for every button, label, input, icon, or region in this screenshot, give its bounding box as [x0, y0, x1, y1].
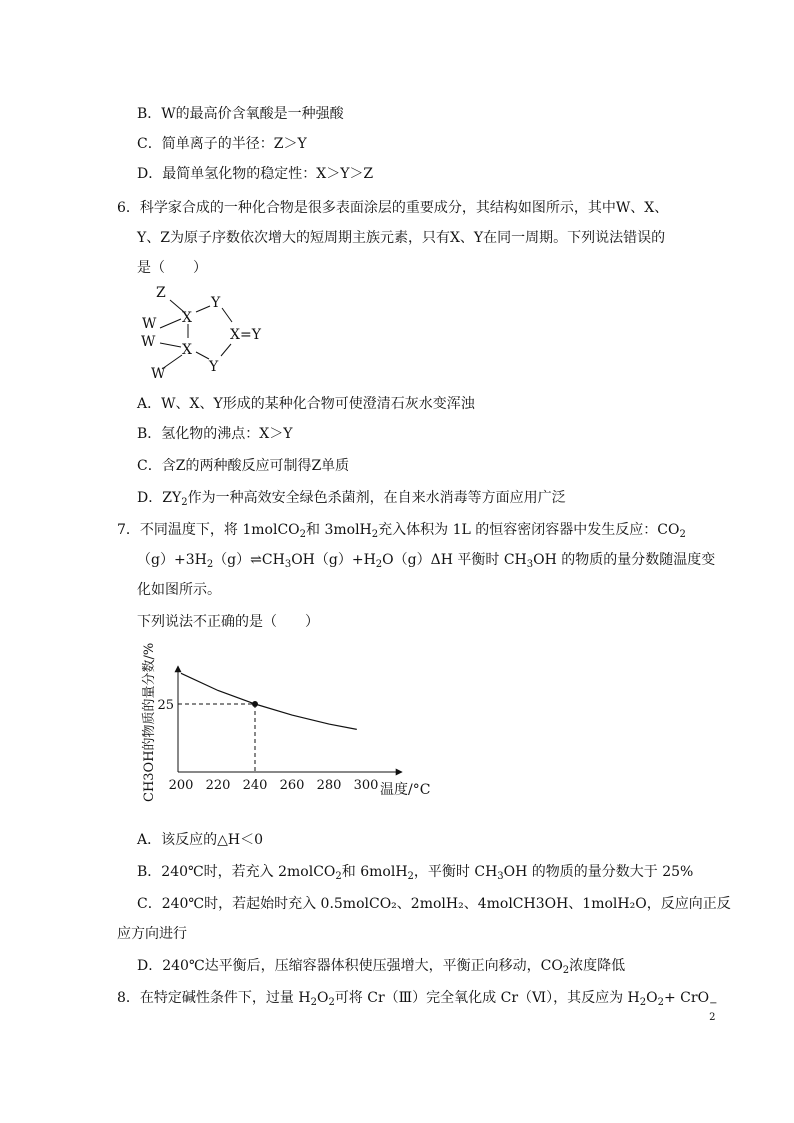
q7-stem-line-3: 化如图所示。 — [137, 582, 221, 598]
atom-w-1: W — [142, 316, 157, 332]
q7-option-a: A．该反应的△H＜0 — [137, 832, 263, 848]
q6-option-a: A．W、X、Y形成的某种化合物可使澄清石灰水变浑浊 — [137, 396, 475, 412]
y-tick-label: 25 — [157, 698, 174, 713]
atom-x-lower: X — [182, 342, 192, 358]
q7-option-d: D．240℃达平衡后，压缩容器体积使压强增大，平衡正向移动，$CO_2$浓度降低 — [137, 958, 626, 976]
q6-option-b: B．氢化物的沸点：X＞Y — [137, 426, 293, 442]
prev-option-b: B．W的最高价含氧酸是一种强酸 — [137, 106, 344, 122]
q7-stem-line-1: 7．不同温度下，将 1molCO$_2$和 3molH$_2$充入体积为 1L 的恒容密闭容器中发生反应：$CO_2$ — [117, 522, 686, 540]
y-axis-label: CH3OH的物质的量分数/% — [142, 642, 157, 802]
q7-stem-line-4: 下列说法不正确的是（ ） — [137, 614, 319, 630]
highlight-point — [252, 701, 258, 707]
atom-y-lower: Y — [209, 359, 219, 375]
q6-option-d: D．$ZY_2$作为一种高效安全绿色杀菌剂，在自来水消毒等方面应用广泛 — [137, 490, 566, 508]
atom-y-upper: Y — [211, 295, 221, 311]
bond-y-x3-lower — [221, 344, 231, 356]
x-tick-label: 300 — [353, 778, 379, 793]
q7-stem-line-2: $(g)+3H_2(g)\rightleftharpoons CH_3OH(g)+H_2O(g)\Delta H$ 平衡时 $CH_3OH$ 的物质的量分数随温度变 — [137, 552, 716, 570]
x-tick-label: 220 — [205, 778, 231, 793]
series-line — [181, 673, 357, 729]
bond-x1-y — [196, 306, 210, 312]
q8-stem-line-1: 8．在特定碱性条件下，过量 $H_2O_2$可将 Cr（Ⅲ）完全氧化成 Cr（Ⅵ），其反应为 $H_2O_2+$ CrO − 2 — [117, 990, 718, 1023]
q7-option-c-line-1: C．240℃时，若起始时充入 0.5molCO₂、2molH₂、4molCH3OH、1molH₂O，反应向正反 — [137, 896, 731, 912]
bond-y-x3 — [222, 308, 232, 322]
q7-option-c-line-2: 应方向进行 — [117, 926, 187, 942]
q6-option-c: C．含Z的两种酸反应可制得Z单质 — [137, 458, 350, 474]
q6-structure-diagram — [138, 282, 278, 382]
x-tick-label: 260 — [279, 778, 305, 793]
q6-stem-line-3: 是（ ） — [137, 260, 207, 276]
q6-stem-line-2: Y、Z为原子序数依次增大的短周期主族元素，只有X、Y在同一周期。下列说法错误的 — [137, 230, 666, 246]
atom-w-3: W — [151, 366, 166, 382]
q6-stem-line-1: 6．科学家合成的一种化合物是很多表面涂层的重要成分，其结构如图所示，其中W、X、 — [117, 200, 669, 216]
x-tick-label: 240 — [242, 778, 268, 793]
x-tick-label: 280 — [316, 778, 342, 793]
q7-option-b: B．240℃时，若充入 2molCO$_2$和 6molH$_2$，平衡时 $CH_3OH$ 的物质的量分数大于 25% — [137, 864, 694, 882]
x-axis-label: 温度/°C — [380, 782, 431, 798]
bond-x2-y — [196, 352, 209, 359]
bond-x1-w — [160, 319, 181, 328]
q7-chart — [140, 642, 440, 822]
atom-w-2: W — [141, 334, 156, 350]
prev-option-d: D．最简单氢化物的稳定性：X＞Y＞Z — [137, 166, 374, 182]
atom-x-upper: X — [182, 310, 192, 326]
x-tick-label: 200 — [168, 778, 194, 793]
bond-x2-w — [160, 343, 181, 347]
atom-z: Z — [156, 285, 166, 301]
atom-x-double-y: X=Y — [230, 327, 261, 343]
prev-option-c: C．简单离子的半径：Z＞Y — [137, 136, 307, 152]
